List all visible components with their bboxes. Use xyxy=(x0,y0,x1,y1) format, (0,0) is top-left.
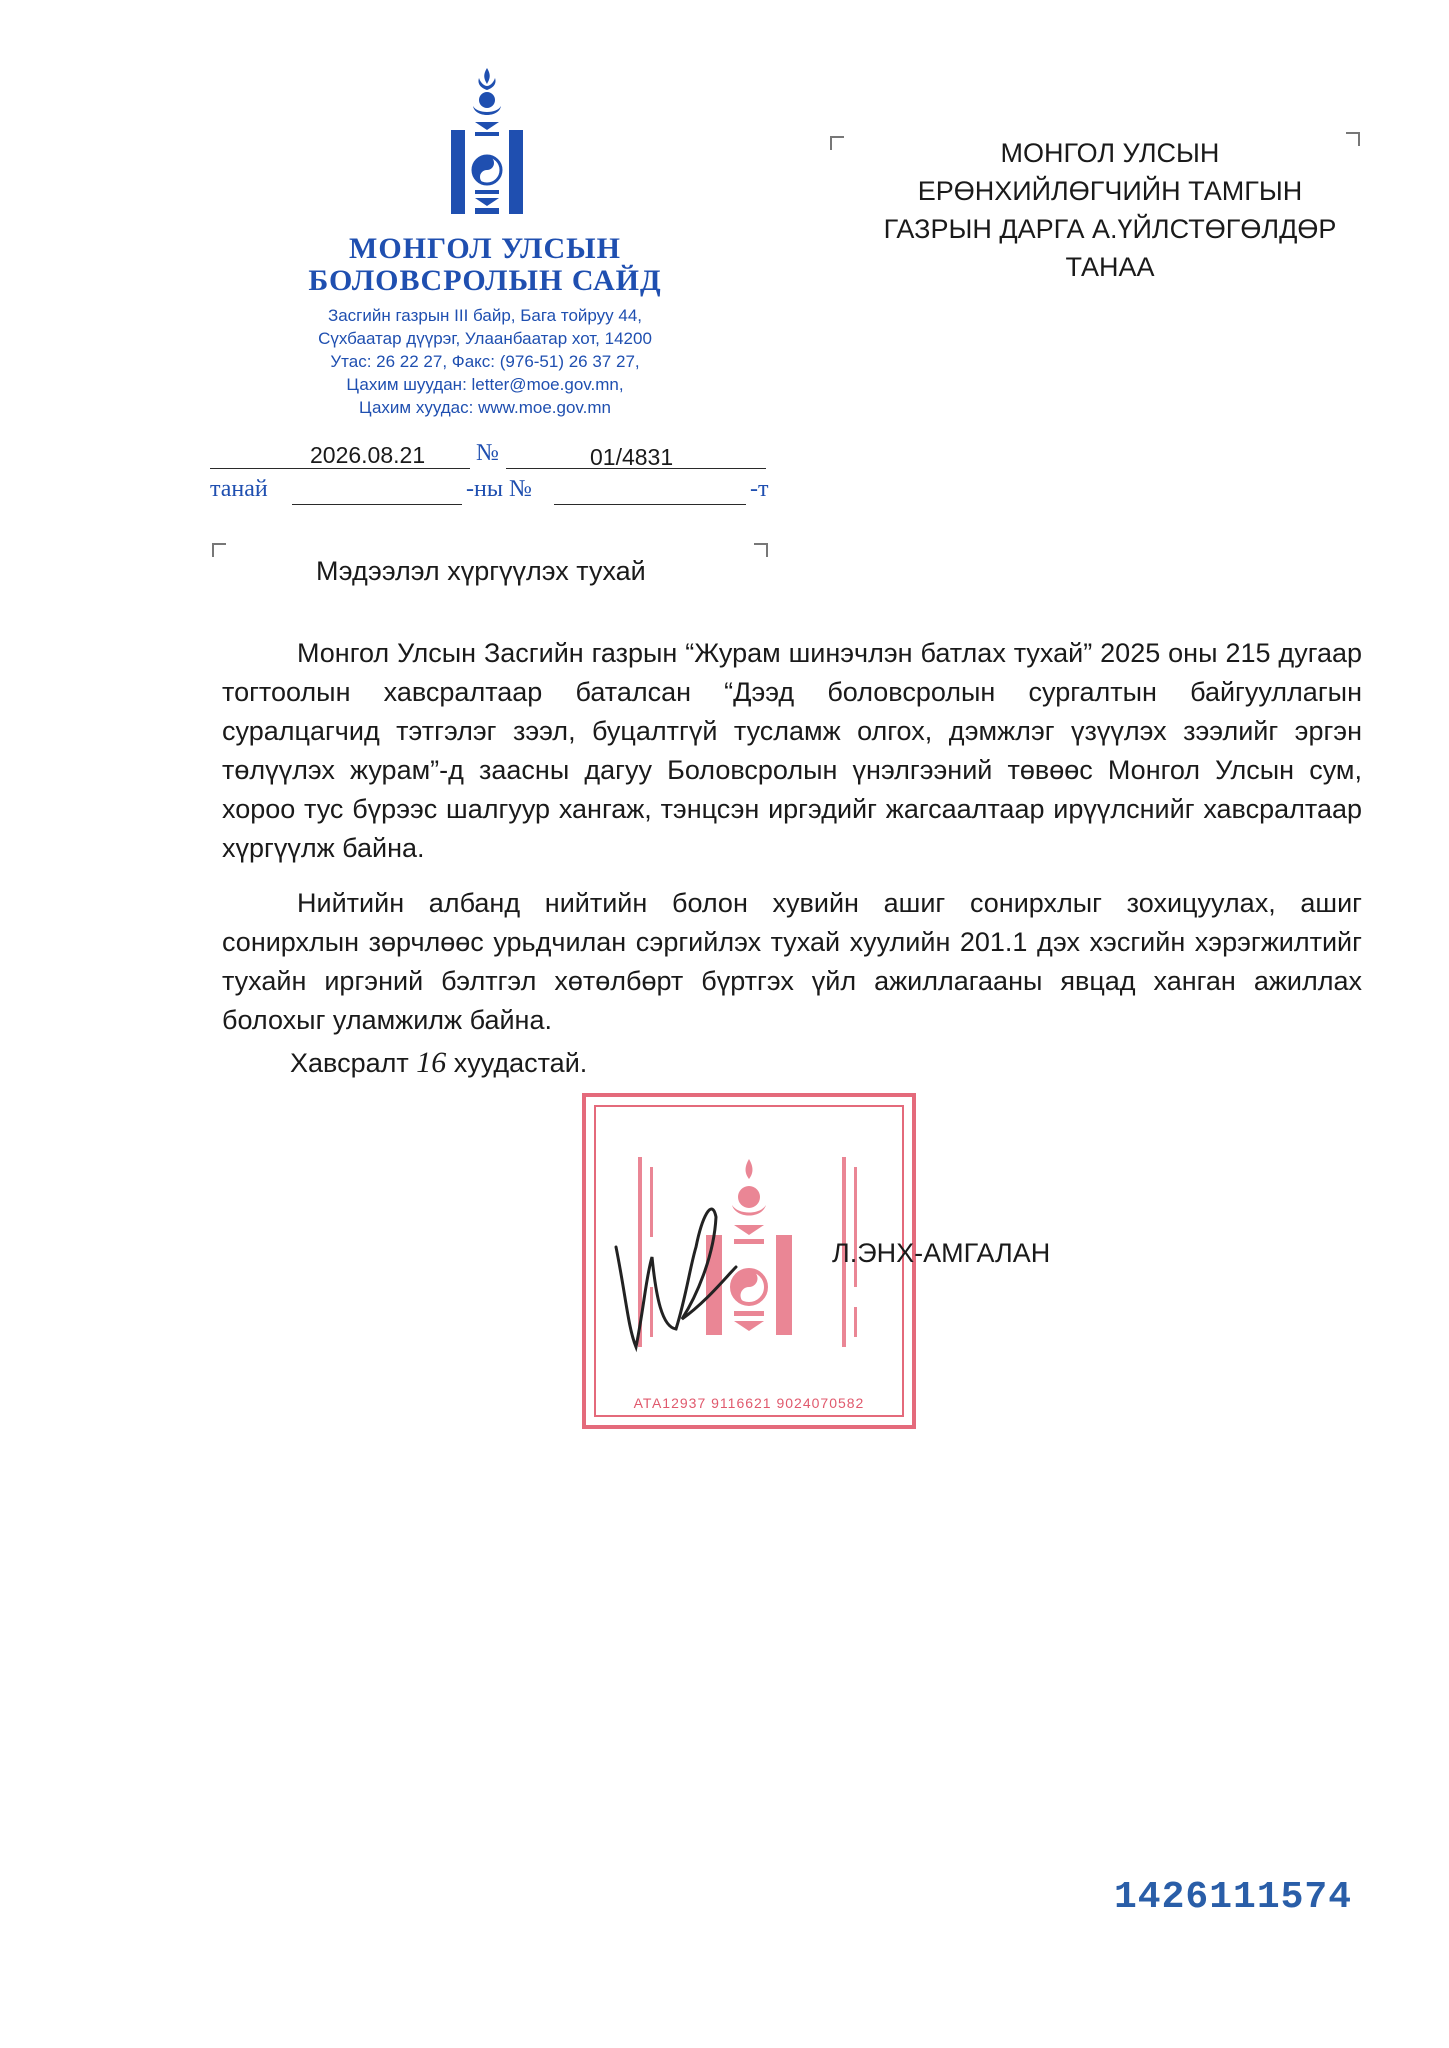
ministry-phone-line: Утас: 26 22 27, Факс: (976-51) 26 37 27, xyxy=(330,352,640,371)
ministry-address-line: Сүхбаатар дүүрэг, Улаанбаатар хот, 14200 xyxy=(318,329,652,348)
stamp-code: АТА12937 9116621 9024070582 xyxy=(633,1395,865,1411)
reply-reference-row xyxy=(210,476,770,508)
soyombo-emblem-icon xyxy=(449,66,525,216)
addressee-line: МОНГОЛ УЛСЫН xyxy=(1000,138,1220,168)
addressee-line: ГАЗРЫН ДАРГА А.ҮЙЛСТӨГӨЛДӨР xyxy=(883,214,1337,244)
body-paragraph-2: Нийтийн албанд нийтийн болон хувийн ашиг сонирхлыг зохицуулах, ашиг сонирхлын зөрчлөөс урьдчилан сэргийлэх тухай хуулийн 201.1 дэх хэсгийн хэрэгжилтийг тухайн иргэний бэлтгэл хөтөлбөрт бүртгэх үйл ажиллагааны явцад ханган ажиллах болохыг уламжилж байна. xyxy=(222,888,1362,1035)
ministry-name-line1: МОНГОЛ УЛСЫН xyxy=(349,232,621,265)
attachment-pages: 16 xyxy=(416,1046,447,1079)
body-paragraph-1: Монгол Улсын Засгийн газрын “Журам шинэчлэн батлах тухай” 2025 оны 215 дугаар тогтоолын хавсралтаар баталсан “Дээд боловсролын сургалтын байгууллагын суралцагчид тэтгэлэг зээл, буцалтгүй тусламж олгох, дэмжлэг үзүүлэх зээлийг эргэн төлүүлэх журам”-д заасны дагуу Боловсролын үнэлгээний төвөөс Монгол Улсын сум, хороо тус бүрээс шалгуур хангаж, тэнцсэн иргэдийг жагсаалтаар ирүүлснийг хавсралтаар хүргүүлж байна. xyxy=(222,638,1362,863)
letter-number: 01/4831 xyxy=(590,444,674,470)
reply-suffix: -т xyxy=(750,476,769,502)
addressee-line: ТАНАА xyxy=(1065,252,1155,282)
letter-subject: Мэдээлэл хүргүүлэх тухай xyxy=(316,556,646,586)
ministry-name-line2: БОЛОВСРОЛЫН САЙД xyxy=(308,264,662,297)
attachment-prefix: Хавсралт xyxy=(290,1048,409,1078)
attachment-suffix: хуудастай. xyxy=(453,1048,588,1078)
date-number-row xyxy=(210,440,766,470)
registration-number: 1426111574 xyxy=(1114,1876,1353,1919)
reply-mid: -ны № xyxy=(466,476,532,502)
attachment-note xyxy=(290,1046,587,1080)
reply-prefix: танай xyxy=(210,476,268,502)
addressee-line: ЕРӨНХИЙЛӨГЧИЙН ТАМГЫН xyxy=(917,176,1303,206)
ministry-website-line: Цахим хуудас: www.moe.gov.mn xyxy=(359,398,611,417)
signer-name: Л.ЭНХ-АМГАЛАН xyxy=(832,1238,1051,1268)
ministry-address-line: Засгийн газрын III байр, Бага тойруу 44, xyxy=(327,306,643,325)
letter-date: 2026.08.21 xyxy=(310,442,426,468)
ministry-email-line: Цахим шуудан: letter@moe.gov.mn, xyxy=(346,375,624,394)
number-sign: № xyxy=(476,440,499,466)
